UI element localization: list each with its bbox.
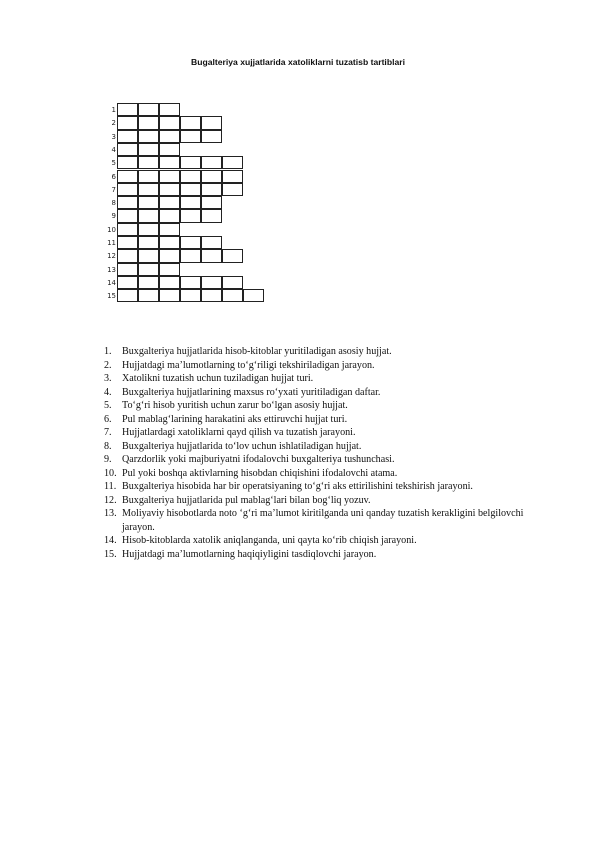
grid-cell[interactable]	[138, 116, 159, 129]
grid-cell[interactable]	[117, 143, 138, 156]
clue-item	[104, 494, 554, 508]
grid-cell[interactable]	[180, 289, 201, 302]
clue-number: 14.	[104, 535, 117, 546]
clue-number: 12.	[104, 494, 117, 506]
row-number: 15	[107, 292, 116, 301]
row-number: 11	[107, 239, 116, 247]
clue-item	[104, 534, 554, 548]
clue-list	[104, 345, 554, 561]
grid-cell[interactable]	[159, 236, 180, 249]
grid-cell[interactable]	[138, 183, 159, 196]
grid-cell[interactable]	[222, 156, 243, 169]
grid-cell[interactable]	[138, 170, 159, 183]
clue-item	[104, 453, 554, 467]
clue-number: 11.	[104, 481, 117, 492]
clue-text: Buxgalteriya hujjatlarining maxsus ro‘yxati yuritiladigan daftar.	[122, 386, 381, 398]
grid-cell[interactable]	[180, 130, 201, 143]
grid-cell[interactable]	[117, 276, 138, 289]
clue-text: Hujjatdagi ma’lumotlarning haqiqiyligini tasdiqlovchi jarayon.	[122, 548, 377, 560]
grid-cell[interactable]	[117, 263, 138, 276]
clue-text: Xatolikni tuzatish uchun tuziladigan hujjat turi.	[122, 373, 314, 384]
clue-text: Buxgalteriya hujjatlarida to‘lov uchun ishlatiladigan hujjat.	[122, 440, 362, 452]
clue-item	[104, 440, 554, 454]
row-number: 4	[111, 145, 116, 154]
grid-cell[interactable]	[222, 170, 243, 183]
clue-number: 15.	[104, 548, 117, 560]
grid-cell[interactable]	[159, 116, 180, 129]
clue-text: Hisob-kitoblarda xatolik aniqlanganda, uni qayta ko‘rib chiqish jarayoni.	[122, 535, 417, 546]
clue-number: 1.	[104, 346, 112, 357]
clue-number: 5.	[104, 400, 112, 411]
grid-cell[interactable]	[159, 170, 180, 183]
grid-cell[interactable]	[117, 223, 138, 236]
grid-cell[interactable]	[201, 209, 222, 222]
clue-item	[104, 345, 554, 359]
grid-cell[interactable]	[201, 289, 222, 302]
clue-text: Qarzdorlik yoki majburiyatni ifodalovchi buxgalteriya tushunchasi.	[122, 454, 395, 465]
grid-cell[interactable]	[243, 289, 264, 302]
grid-cell[interactable]	[159, 196, 180, 209]
grid-cell[interactable]	[117, 183, 138, 196]
clue-text: Pul mablag‘larining harakatini aks ettiruvchi hujjat turi.	[122, 413, 348, 425]
row-number: 12	[107, 252, 116, 261]
clue-text: Pul yoki boshqa aktivlarning hisobdan chiqishini ifodalovchi atama.	[122, 467, 398, 479]
grid-cell[interactable]	[159, 209, 180, 222]
row-number: 2	[111, 119, 116, 128]
grid-cell[interactable]	[180, 236, 201, 249]
grid-cell[interactable]	[201, 156, 222, 169]
grid-cell[interactable]	[180, 249, 201, 262]
clue-text: Buxgalteriya hisobida har bir operatsiyaning to‘g‘ri aks ettirilishini tekshirish jarayoni.	[122, 481, 473, 492]
grid-cell[interactable]	[138, 263, 159, 276]
clue-number: 13.	[104, 508, 117, 519]
clue-item	[104, 359, 554, 373]
grid-cell[interactable]	[138, 236, 159, 249]
clue-item	[104, 467, 554, 481]
grid-cell[interactable]	[117, 116, 138, 129]
grid-cell[interactable]	[159, 249, 180, 262]
grid-cell[interactable]	[138, 156, 159, 169]
grid-cell[interactable]	[159, 263, 180, 276]
row-number: 13	[107, 265, 116, 274]
clue-number: 10.	[104, 467, 117, 479]
grid-cell[interactable]	[138, 289, 159, 302]
grid-cell[interactable]	[159, 103, 180, 116]
grid-cell[interactable]	[117, 170, 138, 183]
clue-item	[104, 507, 554, 534]
grid-cell[interactable]	[117, 196, 138, 209]
row-number: 6	[111, 172, 116, 181]
grid-cell[interactable]	[138, 276, 159, 289]
grid-cell[interactable]	[117, 236, 138, 249]
grid-cell[interactable]	[159, 130, 180, 143]
clue-item	[104, 480, 554, 494]
clue-item	[104, 413, 554, 427]
clue-text: Hujjatlardagi xatoliklarni qayd qilish va tuzatish jarayoni.	[122, 427, 356, 438]
clue-text: Buxgalteriya hujjatlarida pul mablag‘lari bilan bog‘liq yozuv.	[122, 494, 371, 506]
clue-item	[104, 426, 554, 440]
row-number: 8	[111, 199, 116, 208]
grid-cell[interactable]	[138, 103, 159, 116]
clue-text: To‘g‘ri hisob yuritish uchun zarur bo‘lgan asosiy hujjat.	[122, 400, 348, 411]
clue-text: Buxgalteriya hujjatlarida hisob-kitoblar yuritiladigan asosiy hujjat.	[122, 346, 392, 357]
page-title: Bugalteriya xujjatlarida xatoliklarni tuzatisb tartiblari	[191, 57, 405, 67]
grid-cell[interactable]	[180, 183, 201, 196]
grid-cell[interactable]	[201, 116, 222, 129]
clue-item	[104, 399, 554, 413]
clue-number: 3.	[104, 373, 112, 384]
grid-cell[interactable]	[222, 289, 243, 302]
grid-cell[interactable]	[180, 276, 201, 289]
clue-number: 8.	[104, 440, 112, 452]
grid-cell[interactable]	[180, 156, 201, 169]
grid-cell[interactable]	[180, 196, 201, 209]
grid-cell[interactable]	[117, 156, 138, 169]
row-number: 1	[111, 106, 116, 114]
clue-text: Moliyaviy hisobotlarda noto ‘g‘ri ma’lumot kiritilganda uni qanday tuzatish kerakligini belgilovchi jarayon.	[122, 508, 524, 533]
grid-cell[interactable]	[159, 183, 180, 196]
grid-cell[interactable]	[138, 249, 159, 262]
grid-cell[interactable]	[180, 116, 201, 129]
row-number: 7	[111, 185, 116, 194]
clue-number: 9.	[104, 454, 112, 465]
grid-cell[interactable]	[222, 249, 243, 262]
grid-cell[interactable]	[222, 183, 243, 196]
grid-cell[interactable]	[201, 249, 222, 262]
grid-cell[interactable]	[201, 183, 222, 196]
clue-number: 4.	[104, 386, 112, 398]
clue-number: 6.	[104, 413, 112, 425]
clue-text: Hujjatdagi ma’lumotlarning to‘g‘riligi tekshiriladigan jarayon.	[122, 359, 375, 371]
grid-cell[interactable]	[159, 276, 180, 289]
row-number: 5	[111, 159, 116, 168]
grid-cell[interactable]	[201, 276, 222, 289]
grid-cell[interactable]	[222, 276, 243, 289]
clue-number: 7.	[104, 427, 112, 438]
grid-cell[interactable]	[117, 209, 138, 222]
grid-cell[interactable]	[117, 289, 138, 302]
row-number: 10	[107, 225, 116, 234]
clue-item	[104, 386, 554, 400]
grid-cell[interactable]	[159, 289, 180, 302]
grid-cell[interactable]	[180, 209, 201, 222]
clue-number: 2.	[104, 359, 112, 371]
grid-cell[interactable]	[117, 249, 138, 262]
grid-cell[interactable]	[180, 170, 201, 183]
grid-cell[interactable]	[117, 103, 138, 116]
grid-cell[interactable]	[138, 196, 159, 209]
grid-cell[interactable]	[201, 170, 222, 183]
row-number: 9	[111, 212, 116, 221]
row-number: 14	[107, 278, 116, 287]
grid-cell[interactable]	[138, 143, 159, 156]
clue-item	[104, 372, 554, 386]
grid-cell[interactable]	[138, 130, 159, 143]
grid-cell[interactable]	[159, 156, 180, 169]
grid-cell[interactable]	[159, 223, 180, 236]
grid-cell[interactable]	[201, 130, 222, 143]
grid-cell[interactable]	[159, 143, 180, 156]
clue-item	[104, 548, 554, 562]
grid-cell[interactable]	[117, 130, 138, 143]
grid-cell[interactable]	[138, 209, 159, 222]
grid-cell[interactable]	[201, 196, 222, 209]
grid-cell[interactable]	[138, 223, 159, 236]
row-number: 3	[111, 132, 116, 141]
grid-cell[interactable]	[201, 236, 222, 249]
